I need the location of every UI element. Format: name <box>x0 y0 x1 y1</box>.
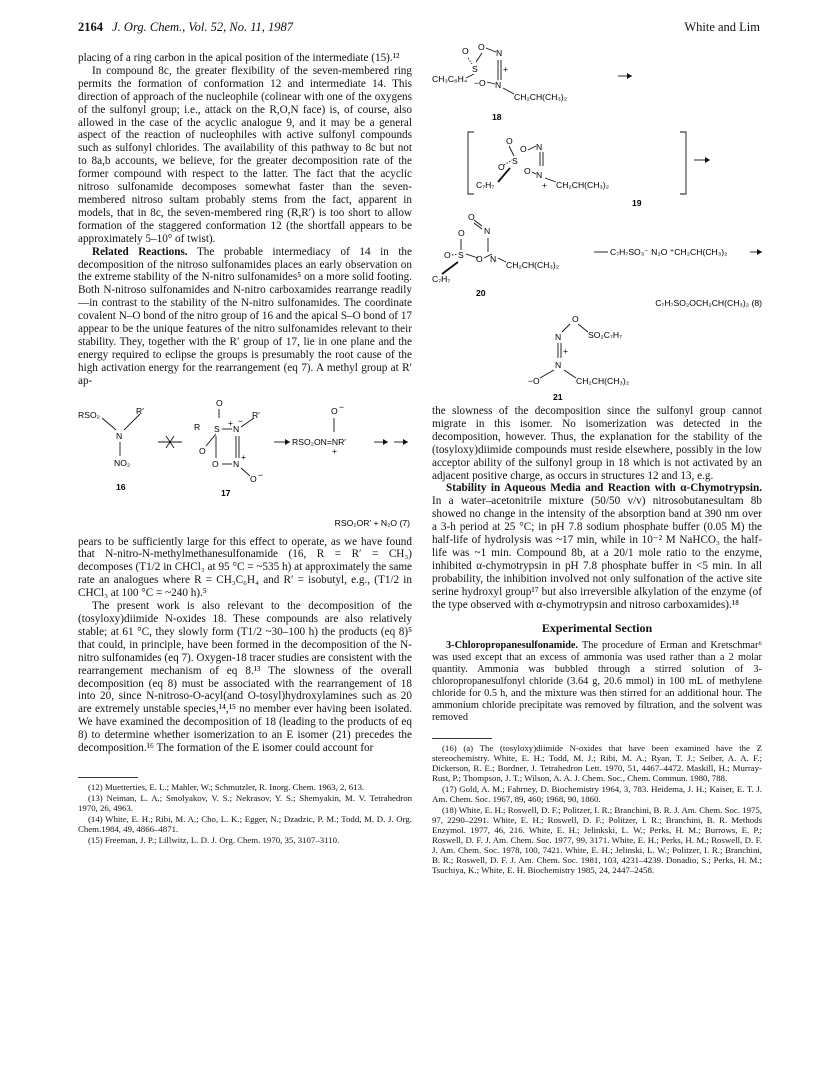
ion-pair: C₇H₇SO₃⁻ N₂O ⁺CH₂CH(CH₃)₂ <box>610 247 728 257</box>
svg-text:O: O <box>444 250 451 260</box>
c7h7-label-19: C₇H₇ <box>476 180 495 190</box>
svg-text:O: O <box>572 314 579 324</box>
svg-text:N: N <box>233 423 240 434</box>
footnotes-right <box>432 743 762 875</box>
journal-citation: J. Org. Chem., Vol. 52, No. 11, 1987 <box>112 20 294 34</box>
run-in-heading: Related Reactions. <box>92 245 188 258</box>
footnote: (17) Gold, A. M.; Fahrney, D. Biochemistry 1964, 3, 783. Heidema, J. H.; Kaiser, E. T. J. Am. Chem. Soc. 1967, 89, 460; 1968, 90, 1860. <box>432 784 762 805</box>
right-column <box>432 405 762 876</box>
section-heading: Experimental Section <box>541 620 653 635</box>
run-in-heading: Stability in Aqueous Media and Reaction with α-Chymotrypsin. <box>446 482 762 495</box>
compound-17-label: 17 <box>221 487 231 498</box>
svg-text:O: O <box>468 212 475 222</box>
compound-20-label: 20 <box>476 288 486 298</box>
eq7-products: RSO₂OR′ + N₂O (7) <box>334 517 410 528</box>
r-label: R <box>194 421 201 432</box>
svg-text:O: O <box>498 162 505 172</box>
svg-text:N: N <box>536 170 543 180</box>
eq8-product: C₇H₇SO₂OCH₂CH(CH₃)₂ (8) <box>655 298 762 308</box>
footnote: (16) (a) The (tosyloxy)diimide N-oxides that have been examined have the Z stereochemistry. White, E. H.; Todd, M. J.; Ribi, M. A.; Ryan, T. J.; Seiber, A. A. F.; Dickerson, R. E.; Bordner, J. Tetrahedron Lett. 1970, 51, 4467–4472. Maskill, H.; Murray-Rust, P.; Thompson, J. T.; Wilson, A. A. J. Chem. Soc., Chem. Commun. 1980, 788. <box>432 743 762 784</box>
svg-text:+: + <box>332 445 338 456</box>
paragraph: The present work is also relevant to the decomposition of the (tosyloxy)diimide N-oxides 18. These compounds are also relatively stable; at 61 °C, they slowly form (T1/2 ~30–100 h) the products (eq 8)⁵ that could, in principle, have been formed in the decomposition of the N-nitro sulfonamides (eq 7). Oxygen-18 tracer studies are consistent with the rearrangement mechanism of eq 8.¹³ The slowness of the overall decomposition (eq 8) must be associated with the rearrangement of 18 into 20, since N-nitroso-O-acyl(and O-tosyl)hydroxylamines such as 20 are extremely unstable species,¹⁴,¹⁵ no member ever having been isolated. We have examined the decomposition of 18 (leading to the products of eq 8) to determine whether isomerization to an E isomer (21) precedes the decomposition.¹⁶ The formation of the E isomer could account for <box>78 600 412 755</box>
isobutyl-label: CH₂CH(CH₃)₂ <box>514 92 568 102</box>
svg-text:O: O <box>216 397 223 408</box>
svg-text:O: O <box>250 473 257 484</box>
svg-text:N: N <box>495 80 502 90</box>
running-header <box>78 20 760 38</box>
paragraph: the slowness of the decomposition since the sulfonyl group cannot migrate in this isomer. No isomerization was detected in the decomposition, however. Thus, the explanation for the stability of the (tosyloxy)diimide compounds must reside elsewhere, possibly in the low acceptor ability of the sulfonyl group in 18 which is not activated by an adjacent positive charge, as occurs in structures 12 and 13, e.g. <box>432 405 762 482</box>
svg-text:O: O <box>506 136 513 146</box>
author-names: White and Lim <box>684 20 760 34</box>
paragraph: Stability in Aqueous Media and Reaction with α-Chymotrypsin. In a water–acetonitrile mixture (50/50 v/v) nitrosobutanesultam 8b showed no change in the intensity of the absorption band at 390 nm over a 3-h period at 25 °C; in pH 7.8 sodium phosphate buffer (0.05 M) the half-life of hydrolysis was ~17 min, while in 10⁻² M NaHCO₃ the half-life was ~1 min. Compound 8b, at a 20/1 mole ratio to the enzyme, inhibited α-chymotrypsin in pH 7.8 phosphate buffer in <5 min. In all probability, the inhibition involved not only sulfonation of the active site serine hydroxyl group¹⁷ but also irreversible alkylation of the enzyme (of the type observed with α-chymotrypsin and nitroso carboxamides).¹⁸ <box>432 482 762 611</box>
svg-text:−O: −O <box>528 376 540 386</box>
compound-18-label: 18 <box>492 112 502 122</box>
paragraph: Related Reactions. The probable intermediacy of 14 in the decomposition of the nitroso sulfonamides places an early observation on the extreme stability of the N-nitro sulfonamides⁵ on a more solid footing. Both N-nitroso sulfonamides and N-nitro carboxamides rearrange readily—in contrast to the stability of the N-nitro sulfonamides. The coordinate covalent N–O bond of the nitro group of 16 and the apical S–O bond of 17 appear to be the unique features of the nitro sulfonamides relevant to their stability. They, together with the R′ group of 17, lie in one plane and the energy required to eclipse the groups is presumably the root cause of the high activation energy for the rearrangement (eq 7). A methyl group at R′ ap- <box>78 245 413 387</box>
svg-text:+: + <box>563 346 569 356</box>
isobutyl-label-20: CH₂CH(CH₃)₂ <box>506 260 560 270</box>
c7h7-label-20: C₇H₇ <box>432 274 451 284</box>
svg-text:N: N <box>555 360 562 370</box>
rso2-label: RSO₂ <box>78 409 100 420</box>
svg-text:+: + <box>503 64 509 74</box>
footnote: (12) Muetterties, E. L.; Mahler, W.; Schmutzler, R. Inorg. Chem. 1963, 2, 613. <box>88 781 365 792</box>
svg-text:S: S <box>472 64 478 74</box>
footnote: (14) White, E. H.; Ribi, M. A.; Cho, L. K.; Egger, N.; Dzadzic, P. M.; Todd, M. D. J. Org. Chem.1984, 49, 4866–4871. <box>78 813 412 834</box>
svg-text:S: S <box>458 250 464 260</box>
tolyl-label: CH₃C₆H₄ <box>432 74 468 84</box>
svg-text:O: O <box>478 42 485 52</box>
svg-text:−: − <box>258 469 264 480</box>
compound-21-label: 21 <box>553 392 563 402</box>
svg-text:+: + <box>228 417 234 428</box>
svg-text:−: − <box>339 401 345 412</box>
scheme-eq8 <box>432 40 762 402</box>
svg-text:O: O <box>524 166 531 176</box>
svg-text:+: + <box>542 180 548 190</box>
isobutyl-label-19: CH₂CH(CH₃)₂ <box>556 180 610 190</box>
svg-text:O: O <box>331 405 338 416</box>
svg-text:+: + <box>241 451 247 462</box>
svg-text:R′: R′ <box>252 409 260 420</box>
svg-text:O: O <box>462 46 469 56</box>
r-prime-label: R′ <box>136 405 144 416</box>
svg-text:−O: −O <box>474 78 486 88</box>
svg-text:N: N <box>536 142 543 152</box>
svg-text:O: O <box>476 254 483 264</box>
svg-text:N: N <box>496 48 503 58</box>
svg-text:N: N <box>490 254 497 264</box>
footnote: (13) Neiman, L. A.; Smolyakov, V. S.; Nekrasov, Y. S.; Shemyakin, M. V. Tetrahedron 1970, 26, 4963. <box>78 792 412 813</box>
no2-label: NO₂ <box>114 457 131 468</box>
paragraph: pears to be sufficiently large for this effect to operate, as we have found that N-nitro-N-methylmethanesulfonamide (16, R = R′ = CH₃) decomposes (T1/2 in CHCl₃ at 95 °C = ~535 h) at approximately the same rate an analogues where R = CH₃C₆H₄ and R′ = isobutyl, e.g., (T1/2 in CHCl₃ at 100 °C = ~240 h).⁵ <box>78 535 412 600</box>
compound-16-label: 16 <box>116 481 126 492</box>
footnote: (18) White, E. H.; Roswell, D. F.; Politzer, I. R.; Branchini, B. R. J. Am. Chem. Soc. 1975, 97, 2290–2291. White, E. H.; Roswell, D. F.; Politzer, I. R.; Branchini, B. R. Methods Enzymol. 1977, 46, 216. White, E. H.; Jelinkski, L. W.; Perks, H. M.; Burrows, E. P.; Roswell, D. F. J. Am. Chem. Soc. 1977, 99, 3171. White, E. H.; Perks, H. M.; Roswell, D. F. J. Am. Chem. Soc. 1978, 100, 7421. White, E. H.; Jelinski, L. W.; Politzer, I. R.; Branchini, B. R.; Roswell, D. F. J. Am. Chem. Soc. 1981, 103, 4231–4239. Donadio, S.; Perks, H. M.; Tsuchiya, K.; White, E. H. Biochemistry 1985, 24, 2447–2458. <box>432 805 762 876</box>
so2c7h7-label: SO₂C₇H₇ <box>588 330 623 340</box>
paragraph: 3-Chloropropanesulfonamide. The procedure of Erman and Kretschmar⁶ was used except that an excess of ammonia was used rather than a 2 molar quantity. Ammonia was bubbled through a stirred solution of 3-chloropropanesulfonyl chloride (3.64 g, 20.6 mmol) in 100 mL of methylene chloride for 0.5 h, and the mixture was then stirred for an additional hour. The ammonium chloride precipitate was removed by filtration, and the solvent was removed <box>432 640 762 724</box>
footnote: (15) Freeman, J. P.; Lillwitz, L. D. J. Org. Chem. 1970, 35, 3107–3110. <box>88 834 340 845</box>
svg-text:O: O <box>458 228 465 238</box>
compound-19-label: 19 <box>632 198 642 208</box>
scheme-eq7 <box>78 396 412 532</box>
svg-text:O: O <box>520 144 527 154</box>
svg-text:O: O <box>212 458 219 469</box>
run-in-heading: 3-Chloropropanesulfonamide. <box>446 640 579 652</box>
paragraph: In compound 8c, the greater flexibility of the seven-membered ring permits the formation of conformation 12 and intermediate 14. This direction of approach of the nucleophile (colinear with one of the oxygens of the sulfonyl group; i.e., attack on the R,O,N face) is, of course, also allowed in the case of the acyclic analogue 9, and it may be a general aspect of the reaction of nucleophiles with active sulfonyl compounds such as sulfonyl chlorides. The availability of this pathway to 8c but not to 8a,b accounts, we believe, for the greater decomposition rate of the former compound with respect to the latter. The fact that the acyclic nitroso sulfonamide decomposes somewhat faster than the seven-membered nitroso sultam probably stems from the fact, apparent in models, that in 8c, the seven-membered ring (R,R′) is too short to allow formation of the staggered conformation 12 (the shortfall appears to be approximately 5–10° of twist). <box>78 64 412 245</box>
diimide-oxide: RSO₂ON=NR′ <box>292 436 346 447</box>
svg-text:S: S <box>214 423 220 434</box>
svg-text:O: O <box>199 445 206 456</box>
isobutyl-label-21: CH₂CH(CH₃)₂ <box>576 376 630 386</box>
footnotes-left <box>78 782 412 845</box>
svg-text:N: N <box>555 332 562 342</box>
svg-text:−: − <box>238 415 244 426</box>
svg-text:N: N <box>233 458 240 469</box>
paragraph: placing of a ring carbon in the apical position of the intermediate (15).¹² <box>78 52 400 64</box>
footnote-rule <box>432 738 492 739</box>
page-number: 2164 <box>78 20 103 34</box>
svg-text:N: N <box>484 226 491 236</box>
svg-text:S: S <box>512 156 518 166</box>
footnote-rule <box>78 777 138 778</box>
svg-text:N: N <box>116 430 123 441</box>
left-column <box>78 52 412 846</box>
